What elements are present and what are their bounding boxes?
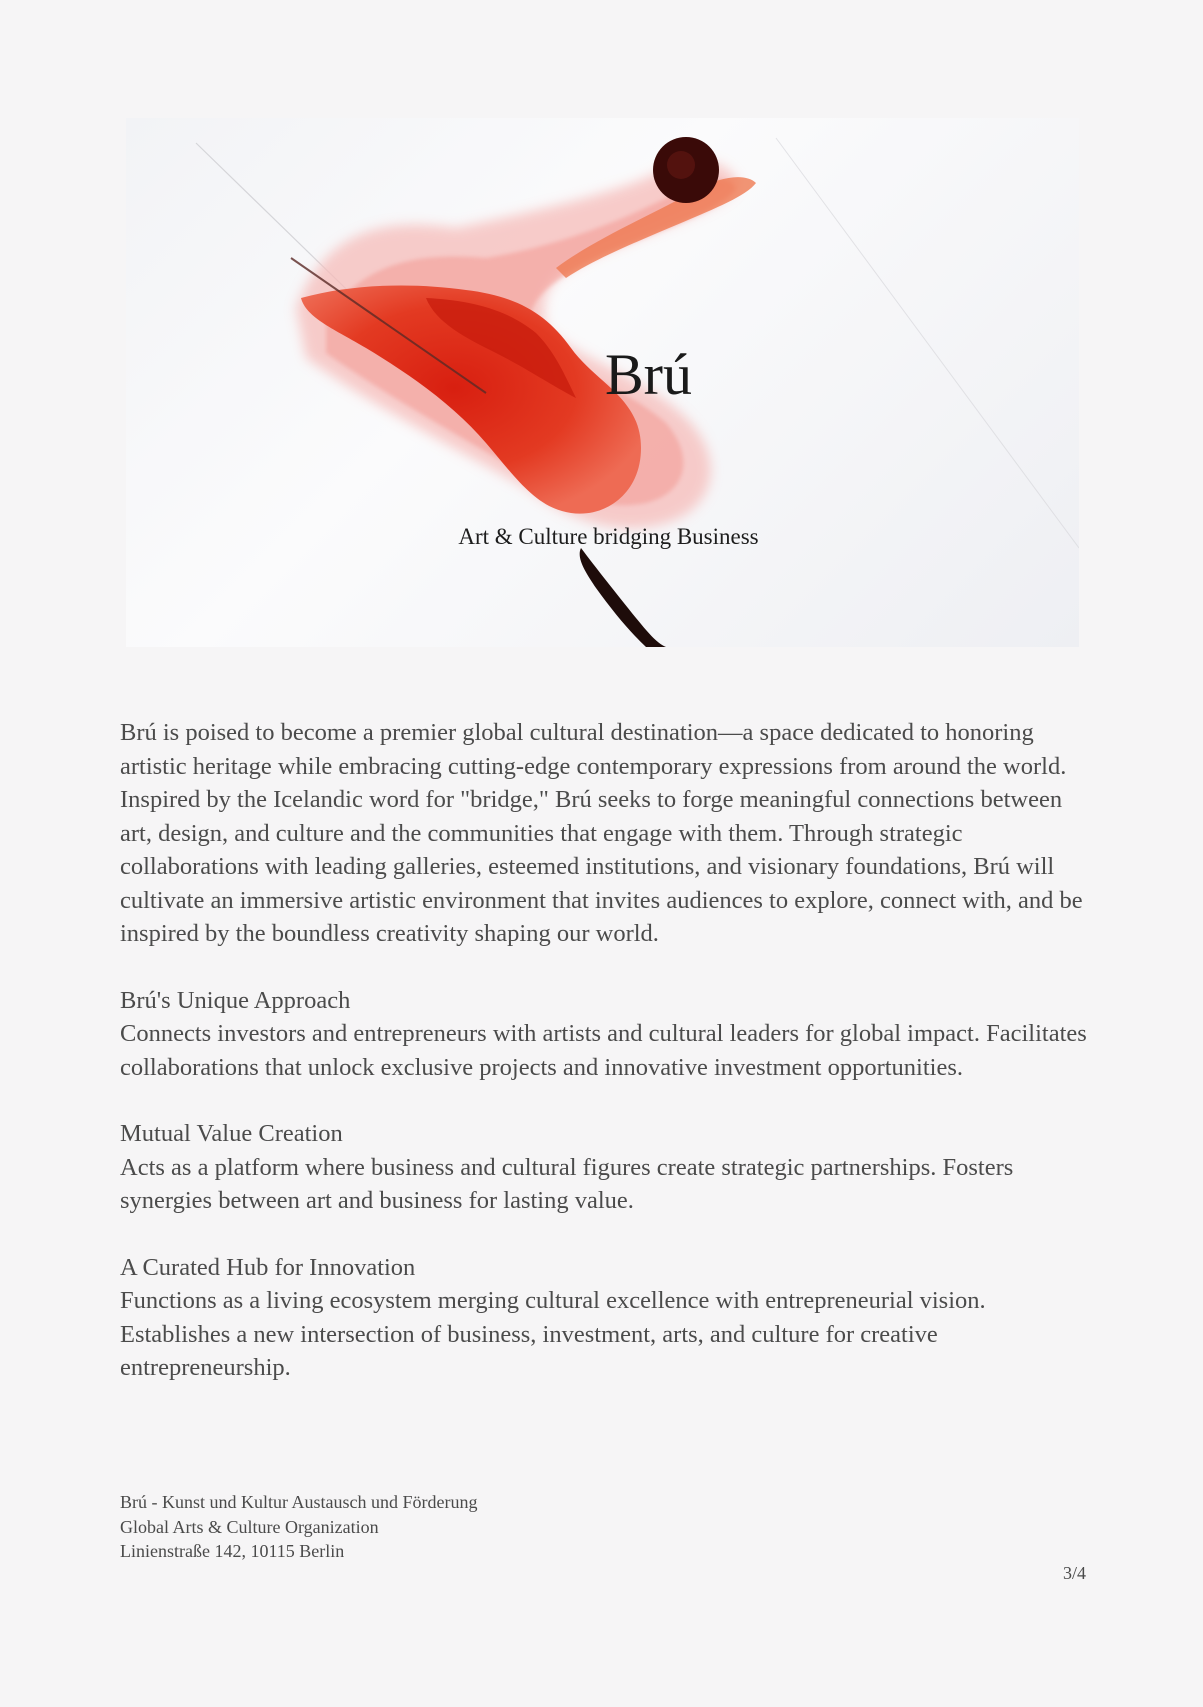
intro-paragraph: Brú is poised to become a premier global cultural destination—a space dedicated to honoring artistic heritage while embracing cutting-edge contemporary expressions from around the world. Inspired by the Icelandic word for "bridge," Brú seeks to forge meaningful connections between art, design, and culture and the communities that engage with them. Through strategic collaborations with leading galleries, esteemed institutions, and visionary foundations, Brú will cultivate an immersive artistic environment that invites audiences to explore, connect with, and be inspired by the boundless creativity shaping our world. (120, 719, 1083, 947)
section-heading: A Curated Hub for Innovation (120, 1253, 416, 1281)
section-body: Functions as a living ecosystem merging cultural excellence with entrepreneurial vision. Establishes a new intersection of business, investment, arts, and culture for creative entrepreneurship. (120, 1287, 986, 1381)
footer-street-address: Linienstraße 142, 10115 Berlin (120, 1541, 345, 1561)
section-curated-hub (120, 1251, 1090, 1385)
main-content (120, 716, 1090, 1418)
section-unique-approach (120, 984, 1090, 1085)
section-body: Acts as a platform where business and cultural figures create strategic partnerships. Fosters synergies between art and business for lasting value. (120, 1153, 1014, 1214)
footer-org-name: Brú - Kunst und Kultur Austausch und Förderung (120, 1492, 478, 1512)
footer-address (120, 1490, 477, 1564)
page-number: 3/4 (1062, 1563, 1086, 1583)
hero-image (126, 118, 1079, 647)
section-heading: Brú's Unique Approach (120, 986, 351, 1014)
footer-org-type: Global Arts & Culture Organization (120, 1516, 379, 1537)
section-body: Connects investors and entrepreneurs with artists and cultural leaders for global impact. Facilitates collaborations that unlock exclusive projects and innovative investment opportunities. (120, 1020, 1087, 1081)
hero-subtitle: Art & Culture bridging Business (458, 524, 759, 549)
section-heading: Mutual Value Creation (120, 1120, 343, 1147)
hero-title: Brú (605, 342, 692, 407)
section-mutual-value (120, 1117, 1090, 1218)
